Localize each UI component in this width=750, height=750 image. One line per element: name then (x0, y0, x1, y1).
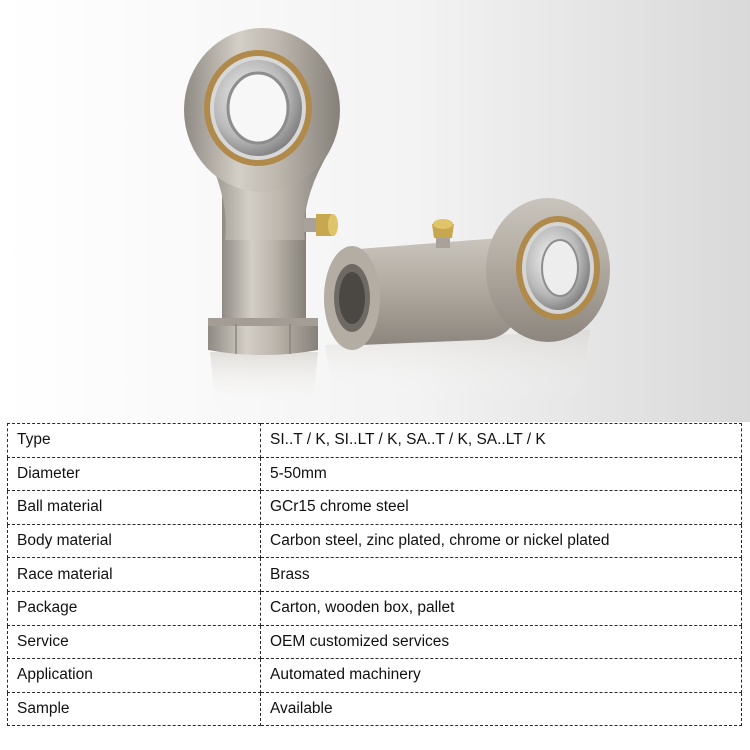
spec-value: OEM customized services (261, 625, 742, 659)
table-row (8, 659, 742, 693)
spec-value: GCr15 chrome steel (261, 491, 742, 525)
table-row (8, 491, 742, 525)
spec-table (7, 423, 742, 726)
spec-label: Race material (8, 558, 261, 592)
spec-label: Package (8, 591, 261, 625)
table-row (8, 457, 742, 491)
spec-label: Body material (8, 524, 261, 558)
spec-label: Diameter (8, 457, 261, 491)
table-row (8, 591, 742, 625)
table-row (8, 692, 742, 726)
spec-label: Application (8, 659, 261, 693)
spec-value: Brass (261, 558, 742, 592)
spec-label: Sample (8, 692, 261, 726)
table-row (8, 524, 742, 558)
spec-label: Type (8, 424, 261, 458)
spec-value: Carbon steel, zinc plated, chrome or nickel plated (261, 524, 742, 558)
spec-value: 5-50mm (261, 457, 742, 491)
spec-value: Carton, wooden box, pallet (261, 591, 742, 625)
table-row (8, 558, 742, 592)
spec-value: SI..T / K, SI..LT / K, SA..T / K, SA..LT / K (261, 424, 742, 458)
spec-value: Available (261, 692, 742, 726)
spec-label: Service (8, 625, 261, 659)
spec-value: Automated machinery (261, 659, 742, 693)
table-row (8, 625, 742, 659)
table-row (8, 424, 742, 458)
spec-label: Ball material (8, 491, 261, 525)
